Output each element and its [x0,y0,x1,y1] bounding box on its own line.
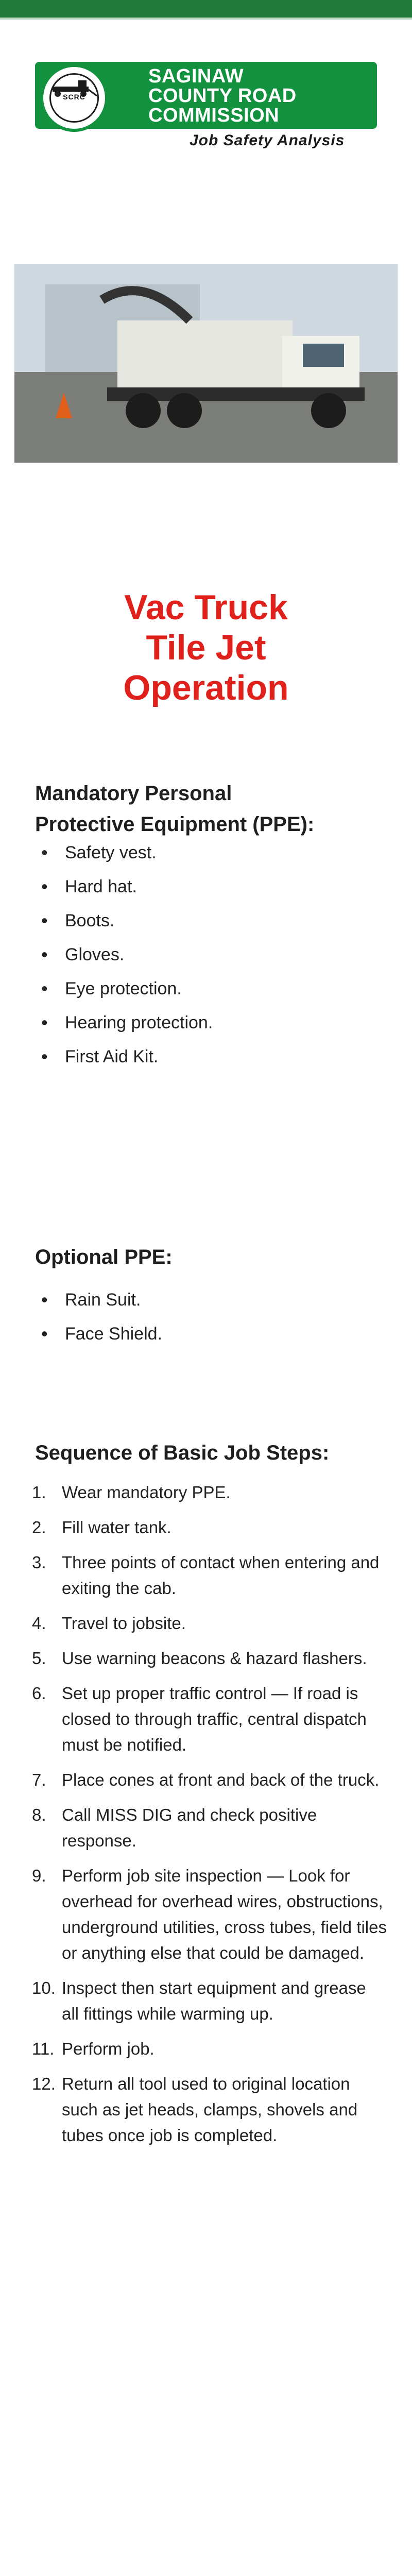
step-text: Return all tool used to original location such as jet heads, clamps, shovels and tubes once job is completed. [62,2074,358,2145]
step-number: 5. [32,1649,46,1668]
step-number: 9. [32,1866,46,1885]
ppe-heading-line-2: Protective Equipment (PPE): [35,813,315,836]
list-item: • Rain Suit. [37,1283,377,1317]
step-text: Call MISS DIG and check positive response. [62,1805,317,1850]
step-number: 11. [32,2039,55,2058]
page-title [0,587,412,708]
title-line-3: Operation [123,668,289,707]
list-item: • Safety vest. [37,836,377,870]
step-text: Fill water tank. [62,1518,171,1537]
step-item [32,2036,387,2062]
step-item [32,1681,387,1758]
step-item [32,1767,387,1793]
vac-truck-photo [14,264,398,463]
optional-ppe-heading: Optional PPE: [35,1246,173,1268]
step-text: Wear mandatory PPE. [62,1483,231,1502]
step-text: Inspect then start equipment and grease all fittings while warming up. [62,1978,366,2023]
logo-line-2: COUNTY ROAD [148,85,297,107]
step-item [32,1515,387,1540]
step-text: Place cones at front and back of the truck. [62,1770,380,1789]
ppe-list [37,836,377,1074]
logo-line-3: COMMISSION [148,105,280,126]
ppe-heading-line-1: Mandatory Personal [35,782,232,805]
step-number: 8. [32,1805,46,1824]
step-item [32,1611,387,1636]
step-item [32,1863,387,1966]
ppe-heading [35,778,314,840]
title-line-2: Tile Jet [146,628,266,667]
step-item [32,1550,387,1601]
scrc-logo [35,62,377,150]
step-item [32,1646,387,1671]
list-item: • First Aid Kit. [37,1040,377,1074]
list-item: • Hearing protection. [37,1006,377,1040]
top-green-bar [0,0,412,18]
step-item [32,1802,387,1854]
steps-list [32,1480,387,2158]
step-number: 6. [32,1684,46,1703]
step-text: Use warning beacons & hazard flashers. [62,1649,367,1668]
step-text: Set up proper traffic control — If road is closed to through traffic, central dispatch must be notified. [62,1684,367,1754]
step-text: Three points of contact when entering and exiting the cab. [62,1553,380,1598]
steps-heading: Sequence of Basic Job Steps: [35,1442,330,1464]
step-number: 4. [32,1614,46,1633]
step-item [32,1480,387,1505]
step-number: 10. [32,1978,56,1997]
list-item: • Boots. [37,904,377,938]
scrc-seal-logo [40,64,108,132]
list-item: • Face Shield. [37,1317,377,1351]
step-text: Travel to jobsite. [62,1614,186,1633]
optional-ppe-list [37,1283,377,1351]
step-item [32,1975,387,2027]
step-text: Perform job. [62,2039,154,2058]
title-line-1: Vac Truck [124,588,288,627]
list-item: • Eye protection. [37,972,377,1006]
logo-line-1: SAGINAW [148,65,244,87]
list-item: • Hard hat. [37,870,377,904]
step-number: 7. [32,1770,46,1789]
step-text: Perform job site inspection — Look for overhead for overhead wires, obstructions, underground utilities, cross tubes, field tiles or anything else that could be damaged. [62,1866,387,1962]
top-bar-divider [0,18,412,20]
step-number: 3. [32,1553,46,1572]
step-number: 12. [32,2074,56,2093]
step-number: 2. [32,1518,46,1537]
step-item [32,2071,387,2148]
step-number: 1. [32,1483,46,1502]
list-item: • Gloves. [37,938,377,972]
logo-subtitle: Job Safety Analysis [190,132,345,149]
seal-text: SCRC [63,93,85,101]
